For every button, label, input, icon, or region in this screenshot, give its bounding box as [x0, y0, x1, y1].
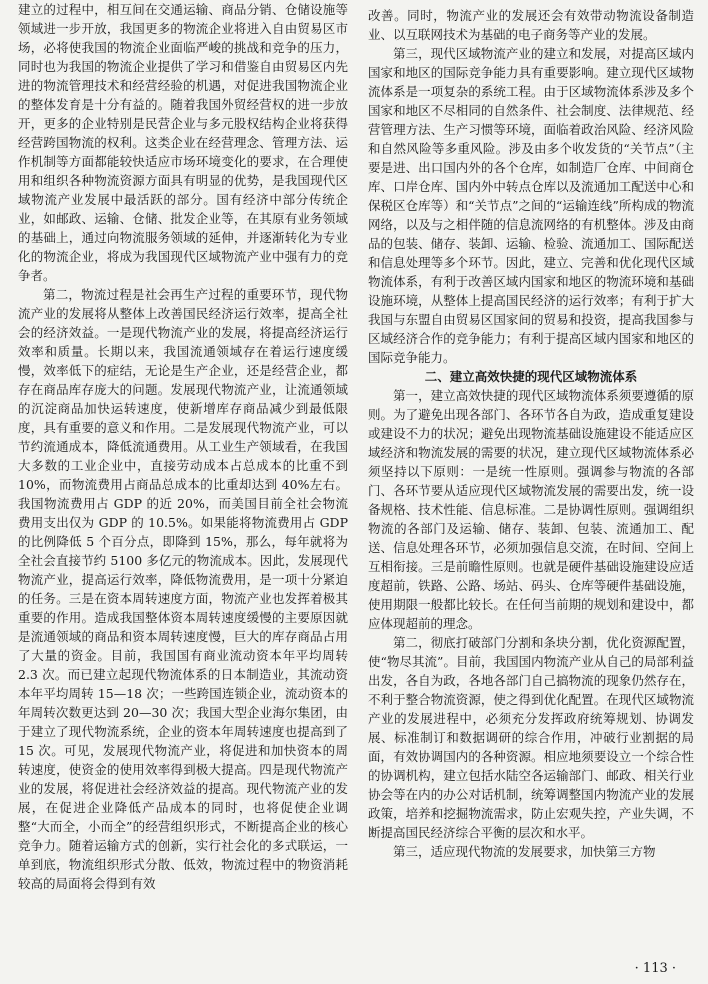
right-column: [368, 6, 694, 961]
paragraph: 第二，物流过程是社会再生产过程的重要环节，现代物流产业的发展将从整体上改善国民经济运行效率，提高全社会的经济效益。一是现代物流产业的发展，将提高经济运行效率和质量。长期以来，我国流通领域存在着运行速度缓慢，效率低下的症结，无论是生产企业，还是经营企业，都存在商品库存庞大的问题。发展现代物流产业，让流通领域的沉淀商品加快运转速度，使新增库存商品减少到最低限度，具有重要的意义和作用。二是发展现代物流产业，可以节约流通成本，降低流通费用。从工业生产领域看，在我国大多数的工业企业中，直接劳动成本占总成本的比重不到 10%，而物流费用占商品总成本的比重却达到 40%左右。我国物流费用占 GDP 的近 20%，而美国目前全社会物流费用支出仅为 GDP 的 10.5%。如果能将物流费用占 GDP 的比例降低 5 个百分点，即降到 15%，那么，每年就将为全社会直接节约 5100 多亿元的物流成本。因此，发展现代物流产业，提高运行效率，降低物流费用，是一项十分紧迫的任务。三是在资本周转速度方面，物流产业也发挥着极其重要的作用。造成我国整体资本周转速度缓慢的主要原因就是流通领域的商品和资本周转速度慢，巨大的库存商品占用了大量的资金。目前，我国国有商业流动资本年平均周转 2.3 次。而已建立起现代物流体系的日本制造业，其流动资本年平均周转 15—18 次；一些跨国连锁企业，流动资本的年周转次数更达到 20—30 次；我国大型企业海尔集团，由于建立了现代物流系统，企业的资本年周转速度也提高到了 15 次。可见，发展现代物流产业，将促进和加快资本的周转速度，使资金的使用效率得到极大提高。四是现代物流产业的发展，将促进社会经济效益的提高。现代物流产业的发展，在促进企业降低产品成本的同时，也将促使企业调整“大而全，小而全”的经营组织形式，不断提高企业的核心竞争力。随着运输方式的创新，实行社会化的多式联运，一单到底，物流组织形式分散、低效，物流过程中的物资消耗较高的局面将会得到有效: [18, 287, 348, 891]
left-column: [18, 0, 348, 955]
paragraph: 第三，适应现代物流的发展要求，加快第三方物: [393, 844, 656, 859]
paragraph: 第三，现代区域物流产业的建立和发展，对提高区域内国家和地区的国际竞争能力具有重要影响。建立现代区域物流体系是一项复杂的系统工程。由于区域物流体系涉及多个国家和地区不尽相同的自然条件、社会制度、法律规范、经营管理方法、生产习惯等环境，面临着政治风险、经济风险和自然风险等多重风险。涉及由多个收发货的“关节点”（主要是进、出口国内外的各个仓库，如制造厂仓库、中间商仓库、口岸仓库、国内外中转点仓库以及流通加工配送中心和保税区仓库等）和“关节点”之间的“运输连线”所构成的物流网络，以及与之相伴随的信息流网络的有机整体。涉及由商品的包装、储存、装卸、运输、检验、流通加工、国际配送和信息处理等多个环节。因此，建立、完善和优化现代区域物流体系，有利于改善区域内国家和地区的物流环境和基础设施环境，从整体上提高国民经济的运行效率；有利于扩大我国与东盟自由贸易区国家间的贸易和投资，提高我国参与区域经济合作的竞争能力；有利于提高区域内国家和地区的国际竞争能力。: [368, 46, 694, 365]
paragraph: 建立的过程中，相互间在交通运输、商品分销、仓储设施等领域进一步开放，我国更多的物流企业将进入自由贸易区市场，必将使我国的物流企业面临严峻的挑战和竞争的压力，同时也为我国的物流企业提供了学习和借鉴自由贸易区内先进的物流管理技术和经营经验的机遇，对促进我国物流企业的整体发育是十分有益的。随着我国外贸经营权的进一步放开，更多的企业特别是民营企业与多元股权结构企业将获得经营跨国物流的权利。这类企业在经营理念、管理方法、运作机制等方面都能较快适应市场环境变化的要求，在合理使用和组织各种物流资源方面具有明显的优势，是我国现代区域物流产业发展中最活跃的部分。国有经济中部分传统企业，如邮政、运输、仓储、批发企业等，在其原有业务领域的基础上，通过向物流服务领域的延伸，并逐渐转化为专业化的物流企业，将成为我国现代区域物流产业中强有力的竞争者。: [18, 2, 348, 283]
paragraph: 第一，建立高效快捷的现代区域物流体系须要遵循的原则。为了避免出现各部门、各环节各自为政，造成重复建设或建设不力的状况；避免出现物流基础设施建设不能适应区域经济和物流发展的需要的状况，建立现代区域物流体系必须坚持以下原则：一是统一性原则。强调参与物流的各部门、各环节要从适应现代区域物流发展的需要出发，统一设备规格、技术性能、信息标准。二是协调性原则。强调组织物流的各部门及运输、储存、装卸、包装、流通加工、配送、信息处理各环节，必须加强信息交流，在时间、空间上互相衔接。三是前瞻性原则。也就是硬件基础设施建设应适度超前，铁路、公路、场站、码头、仓库等硬件基础设施，使用期限一般都比较长。在任何当前期的规划和建设中，都应体现超前的理念。: [368, 388, 694, 631]
page-number: · 113 ·: [634, 961, 676, 976]
section-heading: 二、建立高效快捷的现代区域物流体系: [424, 369, 638, 384]
paragraph: 第二，彻底打破部门分割和条块分割，优化资源配置，使“物尽其流”。目前，我国国内物流产业从自己的局部利益出发，各自为政，各地各部门自己搞物流的现象仍然存在，不利于整合物流资源，使之得到优化配置。在现代区域物流产业的发展进程中，必须充分发挥政府统筹规划、协调发展、标准制订和数据调研的综合作用，冲破行业割据的局面，有效协调国内的各种资源。相应地须要设立一个综合性的协调机构，建立包括水陆空各运输部门、邮政、相关行业协会等在内的办公对话机制，统筹调整国内物流产业的发展政策，培养和挖掘物流需求，防止宏观失控，产业失调，不断提高国民经济综合平衡的层次和水平。: [368, 635, 694, 840]
paragraph: 改善。同时，物流产业的发展还会有效带动物流设备制造业、以互联网技术为基础的电子商务等产业的发展。: [368, 8, 694, 42]
